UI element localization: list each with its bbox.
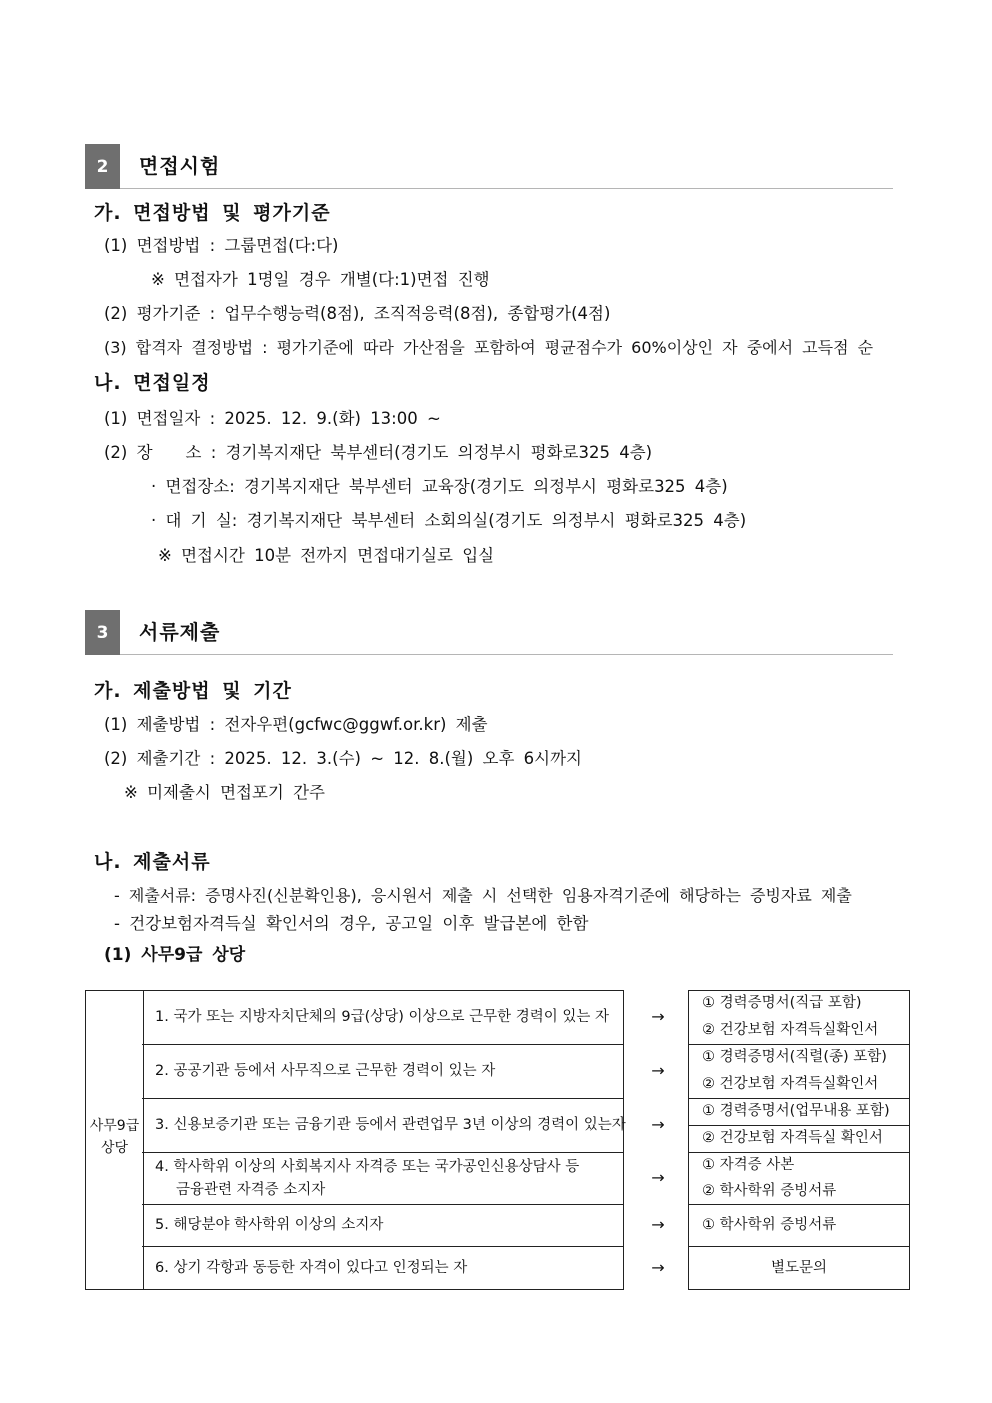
criteria-table xyxy=(85,990,624,1290)
grade9-heading: (1) 사무9급 상당 xyxy=(104,945,246,965)
doc-6-1: 별도문의 xyxy=(770,1260,828,1276)
criterion-2: 2. 공공기관 등에서 사무직으로 근무한 경력이 있는 자 xyxy=(155,1063,496,1079)
arrow-icon: → xyxy=(651,1168,665,1187)
criterion-5: 5. 해당분야 학사학위 이상의 소지자 xyxy=(155,1217,384,1233)
interview-method-heading: 가. 면접방법 및 평가기준 xyxy=(94,202,331,224)
evaluation-criteria: (2) 평가기준 : 업무수행능력(8점), 조직적응력(8점), 종합평가(4점) xyxy=(104,304,611,323)
row-divider xyxy=(142,1152,624,1153)
doc-1-2: ② 건강보험 자격득실확인서 xyxy=(702,1022,879,1038)
section-title: 면접시험 xyxy=(139,154,221,178)
section-title: 서류제출 xyxy=(139,620,221,644)
doc-3-2: ② 건강보험 자격득실 확인서 xyxy=(702,1130,883,1146)
arrival-note: ※ 면접시간 10분 전까지 면접대기실로 입실 xyxy=(158,546,495,565)
section-header-documents xyxy=(85,610,893,655)
submission-period: (2) 제출기간 : 2025. 12. 3.(수) ~ 12. 8.(월) 오후 6시까지 xyxy=(104,749,582,768)
waiting-room: · 대 기 실: 경기복지재단 북부센터 소회의실(경기도 의정부시 평화로325 4층) xyxy=(151,511,747,530)
section-number: 2 xyxy=(85,144,120,189)
doc-1-1: ① 경력증명서(직급 포함) xyxy=(702,995,862,1011)
doc-4-2: ② 학사학위 증빙서류 xyxy=(702,1183,837,1199)
section-header-interview xyxy=(85,144,893,189)
doc-3-1: ① 경력증명서(업무내용 포함) xyxy=(702,1103,890,1119)
interview-method: (1) 면접방법 : 그룹면접(다:다) xyxy=(104,236,339,255)
required-documents-heading: 나. 제출서류 xyxy=(94,851,211,873)
arrow-icon: → xyxy=(651,1115,665,1134)
interview-method-note: ※ 면접자가 1명일 경우 개별(다:1)면접 진행 xyxy=(151,270,490,289)
interview-room: · 면접장소: 경기복지재단 북부센터 교육장(경기도 의정부시 평화로325 4층) xyxy=(151,477,728,496)
submission-method-heading: 가. 제출방법 및 기간 xyxy=(94,680,292,702)
required-documents-list: - 제출서류: 증명사진(신분확인용), 응시원서 제출 시 선택한 임용자격기준에 해당하는 증빙자료 제출 xyxy=(114,886,852,905)
submission-note: ※ 미제출시 면접포기 간주 xyxy=(124,783,325,802)
submission-method: (1) 제출방법 : 전자우편(gcfwc@ggwf.or.kr) 제출 xyxy=(104,715,488,734)
group-label: 사무9급 상당 xyxy=(89,1118,140,1156)
row-divider xyxy=(142,1098,624,1099)
row-divider xyxy=(142,1044,624,1045)
doc-divider xyxy=(688,1125,910,1126)
doc-4-1: ① 자격증 사본 xyxy=(702,1157,795,1173)
criterion-4-line1: 4. 학사학위 이상의 사회복지사 자격증 또는 국가공인신용상담사 등 xyxy=(155,1159,580,1175)
criterion-4-line2: 금융관련 자격증 소지자 xyxy=(176,1182,326,1198)
section-divider xyxy=(120,654,893,655)
arrow-icon: → xyxy=(651,1258,665,1277)
doc-2-1: ① 경력증명서(직렬(종) 포함) xyxy=(702,1049,887,1065)
doc-5-1: ① 학사학위 증빙서류 xyxy=(702,1217,837,1233)
criterion-3: 3. 신용보증기관 또는 금융기관 등에서 관련업무 3년 이상의 경력이 있는자 xyxy=(155,1117,626,1133)
row-divider xyxy=(142,1204,624,1205)
arrow-icon: → xyxy=(651,1061,665,1080)
health-insurance-note: - 건강보험자격득실 확인서의 경우, 공고일 이후 발급본에 한함 xyxy=(114,914,589,933)
doc-2-2: ② 건강보험 자격득실확인서 xyxy=(702,1076,879,1092)
section-divider xyxy=(120,188,893,189)
arrow-icon: → xyxy=(651,1215,665,1234)
column-divider xyxy=(143,991,144,1289)
interview-date: (1) 면접일자 : 2025. 12. 9.(화) 13:00 ~ xyxy=(104,409,441,428)
interview-schedule-heading: 나. 면접일정 xyxy=(94,372,211,394)
arrow-icon: → xyxy=(651,1007,665,1026)
section-number: 3 xyxy=(85,610,120,655)
criterion-1: 1. 국가 또는 지방자치단체의 9급(상당) 이상으로 근무한 경력이 있는 자 xyxy=(155,1009,610,1025)
pass-decision-method: (3) 합격자 결정방법 : 평가기준에 따라 가산점을 포함하여 평균점수가 60%이상인 자 중에서 고득점 순 xyxy=(104,338,874,357)
row-divider xyxy=(142,1246,624,1247)
criterion-6: 6. 상기 각항과 동등한 자격이 있다고 인정되는 자 xyxy=(155,1260,468,1276)
interview-place: (2) 장 소 : 경기복지재단 북부센터(경기도 의정부시 평화로325 4층) xyxy=(104,443,653,462)
